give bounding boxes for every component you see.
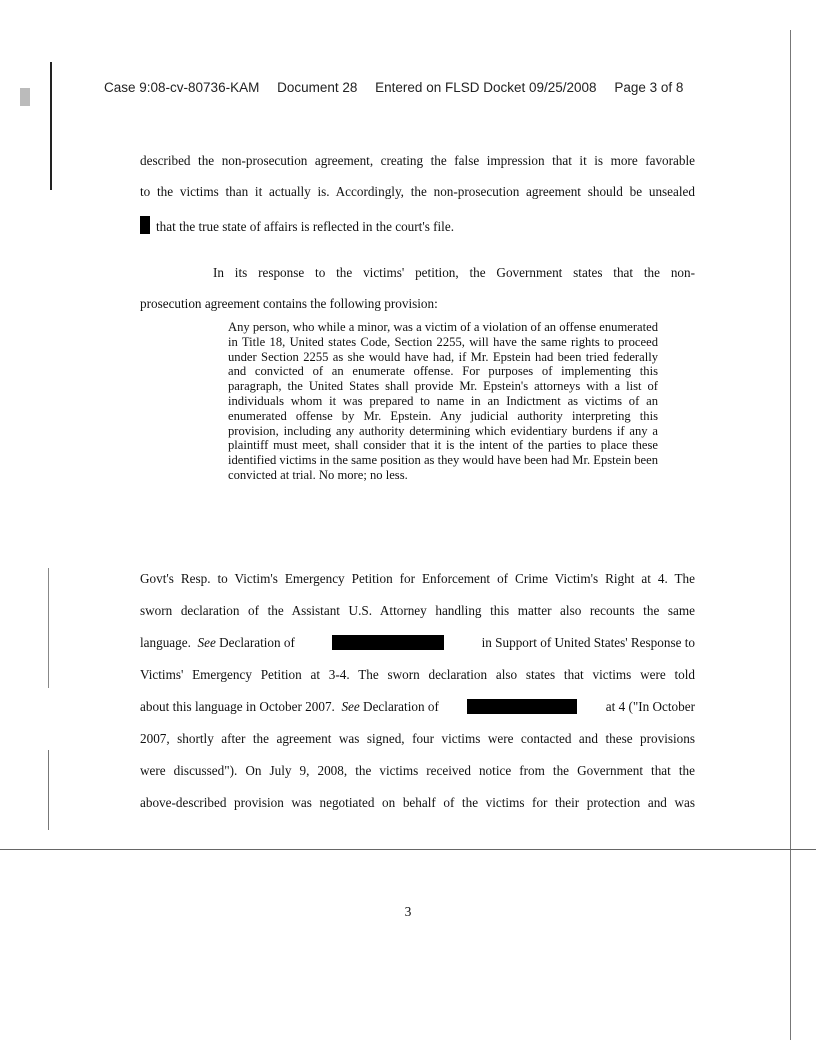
para1-line1: described the non-prosecution agreement, creating the false impression that it is more favorable: [140, 153, 695, 168]
text-declaration-of: Declaration of: [219, 635, 295, 650]
para1-line3: that the true state of affairs is reflected in the court's file.: [156, 219, 454, 234]
para3-line6: 2007, shortly after the agreement was signed, four victims were contacted and these provisions: [140, 731, 695, 746]
right-scan-edge: [790, 30, 791, 1040]
text-at-4: at 4 ("In October: [605, 699, 695, 714]
left-scan-edge-lower: [48, 568, 49, 688]
para3-line3: [140, 635, 695, 651]
para3-line1: Govt's Resp. to Victim's Emergency Petition for Enforcement of Crime Victim's Right at 4. The: [140, 571, 695, 586]
para3-line4: Victims' Emergency Petition at 3-4. The sworn declaration also states that victims were told: [140, 667, 695, 682]
left-scan-edge: [50, 62, 52, 190]
left-scan-edge-bottom: [48, 750, 49, 830]
text-language: language.: [140, 635, 191, 650]
para3-line5: [140, 699, 695, 715]
redaction-block: [467, 699, 577, 714]
text-see: See: [341, 699, 360, 714]
docket-entry: Entered on FLSD Docket 09/25/2008: [375, 80, 597, 95]
para2-line1: In its response to the victims' petition, the Government states that the non-: [213, 265, 695, 280]
document-header: [104, 80, 744, 95]
document-number: Document 28: [277, 80, 358, 95]
para3-line2: sworn declaration of the Assistant U.S. Attorney handling this matter also recounts the same: [140, 603, 695, 618]
block-quote: Any person, who while a minor, was a victim of a violation of an offense enumerated in Title 18, United states Code, Section 2255, will have the same rights to proceed under Section 2255 as she would have had, if Mr. Epstein had been tried federally and convicted of an enumerate offense. For purposes of implementing this paragraph, the United States shall provide Mr. Epstein's attorneys with a list of individuals whom it was prepared to name in an Indictment as victims of an enumerated offense by Mr. Epstein. Any judicial authority interpreting this provision, including any authority determining which evidentiary burdens if any a plaintiff must meet, shall consider that it is the intent of the parties to place these identified victims in the same position as they would have been had Mr. Epstein been convicted at trial. No more; no less.: [228, 320, 658, 482]
para3-line7: were discussed"). On July 9, 2008, the victims received notice from the Government that the: [140, 763, 695, 778]
para1-line2: to the victims than it actually is. Accordingly, the non-prosecution agreement should be unsealed: [140, 184, 695, 199]
para2-line2: prosecution agreement contains the following provision:: [140, 296, 438, 311]
para3-line8: above-described provision was negotiated on behalf of the victims for their protection and was: [140, 795, 695, 810]
redaction-block: [140, 216, 150, 234]
fold-line: [0, 849, 816, 850]
redaction-block: [332, 635, 444, 650]
page-indicator: Page 3 of 8: [614, 80, 684, 95]
para1-line3-wrap: [140, 216, 695, 235]
case-number: Case 9:08-cv-80736-KAM: [104, 80, 260, 95]
scan-speck: [20, 88, 30, 106]
page-number: 3: [404, 904, 412, 919]
text-about-language: about this language in October 2007.: [140, 699, 335, 714]
text-declaration-of: Declaration of: [363, 699, 439, 714]
text-in-support: in Support of United States' Response to: [481, 635, 695, 650]
text-see: See: [197, 635, 216, 650]
